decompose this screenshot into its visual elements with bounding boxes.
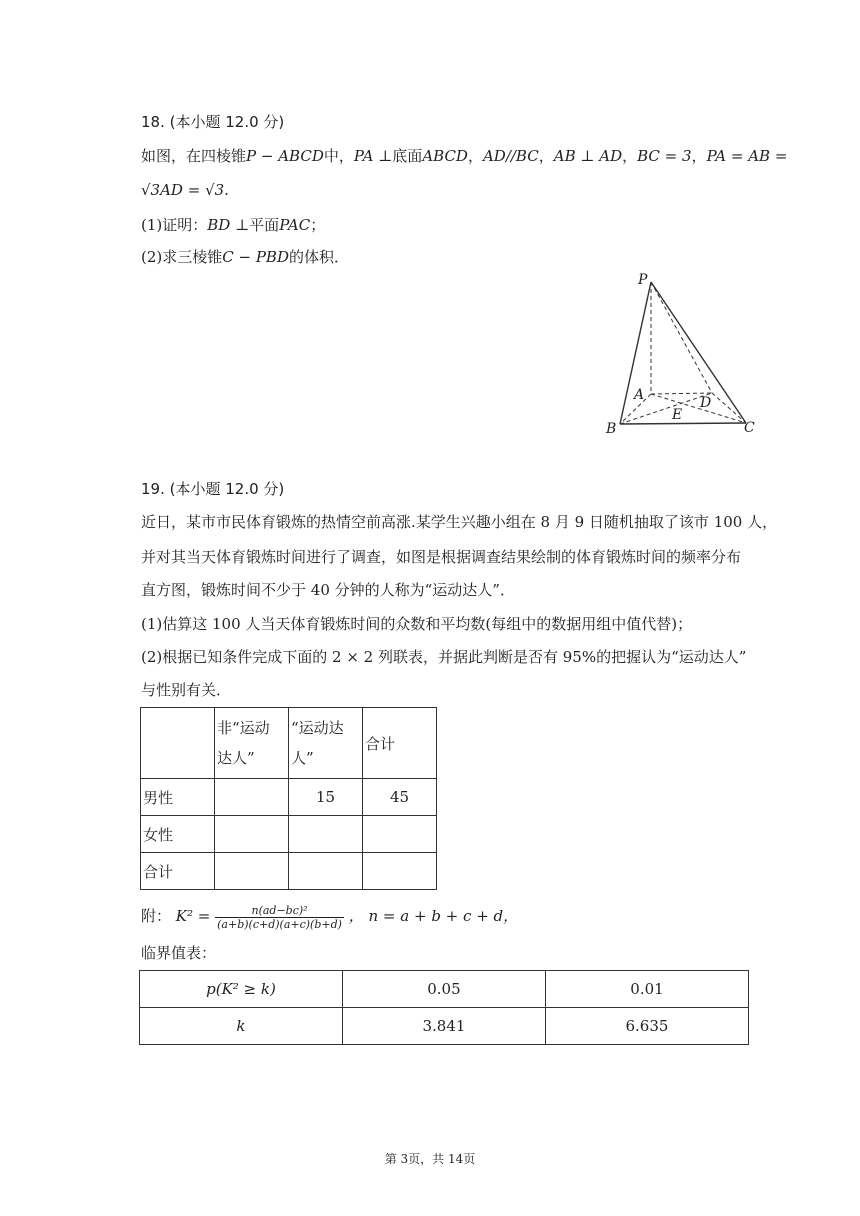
table-cell: 合计 (141, 853, 215, 890)
table-cell: 女性 (141, 816, 215, 853)
header-line: 人” (291, 749, 314, 767)
q19-part1: (1)估算这 100 人当天体育锻炼时间的众数和平均数(每组中的数据用组中值代替)； (141, 615, 693, 633)
table-cell: k (140, 1008, 343, 1045)
label-D: D (700, 395, 712, 411)
table-cell (289, 816, 363, 853)
q19-paragraph: 并对其当天体育锻炼时间进行了调查，如图是根据调查结果绘制的体育锻炼时间的频率分布 (141, 548, 742, 566)
q19-part2: (2)根据已知条件完成下面的 2 × 2 列联表，并据此判断是否有 95%的把握认为“运动达人” (141, 648, 747, 666)
q18-math: PA (353, 147, 374, 165)
q18-text: ⊥底面 (373, 147, 423, 165)
q18-math: AB ⊥ AD (553, 147, 623, 165)
q18-math: PA = AB = (706, 147, 788, 165)
q18-stem-line1 (141, 146, 787, 166)
label-B: B (606, 421, 617, 437)
table-row (141, 779, 437, 816)
q18-part1 (141, 215, 325, 235)
formula-prefix: 附： (141, 907, 172, 925)
critical-value-table (139, 970, 749, 1045)
q18-text: 如图，在四棱锥 (141, 147, 247, 165)
q18-text: ； (310, 216, 326, 234)
table-cell: 0.01 (545, 971, 748, 1008)
q18-part2 (141, 247, 349, 267)
q18-text: ⊥平面 (230, 216, 280, 234)
table-header-cell (215, 708, 289, 779)
edge-BC (620, 423, 746, 424)
table-row (140, 971, 749, 1008)
q18-math: AD//BC (482, 147, 539, 165)
q18-stem-line2: √3AD = √3. (141, 181, 229, 199)
contingency-table (140, 707, 437, 890)
table-cell: 0.05 (342, 971, 545, 1008)
table-header-cell (141, 708, 215, 779)
table-cell: 15 (289, 779, 363, 816)
edge-AD (651, 393, 712, 394)
table-header-cell (289, 708, 363, 779)
table-row (141, 853, 437, 890)
label-C: C (744, 420, 755, 436)
q18-math: P − ABCD (246, 147, 324, 165)
q18-text: 的体积． (288, 248, 349, 266)
table-cell (215, 779, 289, 816)
table-cell: 3.841 (342, 1008, 545, 1045)
formula-fraction (215, 904, 344, 931)
table-cell: 男性 (141, 779, 215, 816)
table-header-cell (363, 708, 437, 779)
k2-formula (141, 902, 518, 931)
table-cell: p(K² ≥ k) (140, 971, 343, 1008)
formula-numerator: n(ad−bc)² (215, 904, 344, 918)
q18-math: BD (207, 216, 231, 234)
page-footer: 第 3页，共 14页 (384, 1152, 476, 1166)
q18-text: ， (467, 147, 483, 165)
q18-text: ， (691, 147, 707, 165)
table-row (141, 816, 437, 853)
table-cell (215, 816, 289, 853)
header-line: 合计 (365, 734, 396, 753)
q18-math: BC = 3 (637, 147, 692, 165)
q18-text: ， (538, 147, 554, 165)
formula-lhs: K² = (175, 907, 211, 925)
table-cell: 6.635 (545, 1008, 748, 1045)
q19-paragraph: 近日，某市市民体育锻炼的热情空前高涨.某学生兴趣小组在 8 月 9 日随机抽取了该市 100 人， (141, 513, 778, 531)
formula-denominator: (a+b)(c+d)(a+c)(b+d) (217, 917, 342, 931)
q18-text: (2)求三棱锥 (141, 248, 223, 266)
label-P: P (638, 272, 648, 288)
table-cell: 45 (363, 779, 437, 816)
q18-text: (1)证明： (141, 216, 208, 234)
table-header-row (141, 708, 437, 779)
q19-paragraph: 与性别有关． (141, 681, 232, 699)
q18-math: C − PBD (222, 248, 289, 266)
q18-text: 中， (323, 147, 354, 165)
q19-paragraph: 直方图，锻炼时间不少于 40 分钟的人称为“运动达人”． (141, 581, 515, 599)
q18-math: PAC (279, 216, 311, 234)
label-A: A (634, 387, 645, 403)
table-cell (215, 853, 289, 890)
table-cell (363, 816, 437, 853)
critical-table-title: 临界值表： (141, 944, 217, 962)
header-line: 非“运动 (217, 719, 270, 737)
header-line: “运动达 (291, 719, 344, 737)
q19-header: 19. (本小题 12.0 分) (141, 480, 285, 498)
diag-AC (651, 394, 746, 423)
q18-header: 18. (本小题 12.0 分) (141, 113, 285, 131)
header-line: 达人” (217, 749, 255, 767)
q18-text: ， (622, 147, 638, 165)
edge-PD (651, 282, 712, 393)
table-cell (289, 853, 363, 890)
edge-PC (651, 282, 746, 423)
formula-rest: ， n = a + b + c + d， (348, 907, 519, 925)
pyramid-figure (600, 268, 765, 440)
label-E: E (672, 407, 683, 423)
table-cell (363, 853, 437, 890)
table-row (140, 1008, 749, 1045)
q18-math: ABCD (422, 147, 468, 165)
